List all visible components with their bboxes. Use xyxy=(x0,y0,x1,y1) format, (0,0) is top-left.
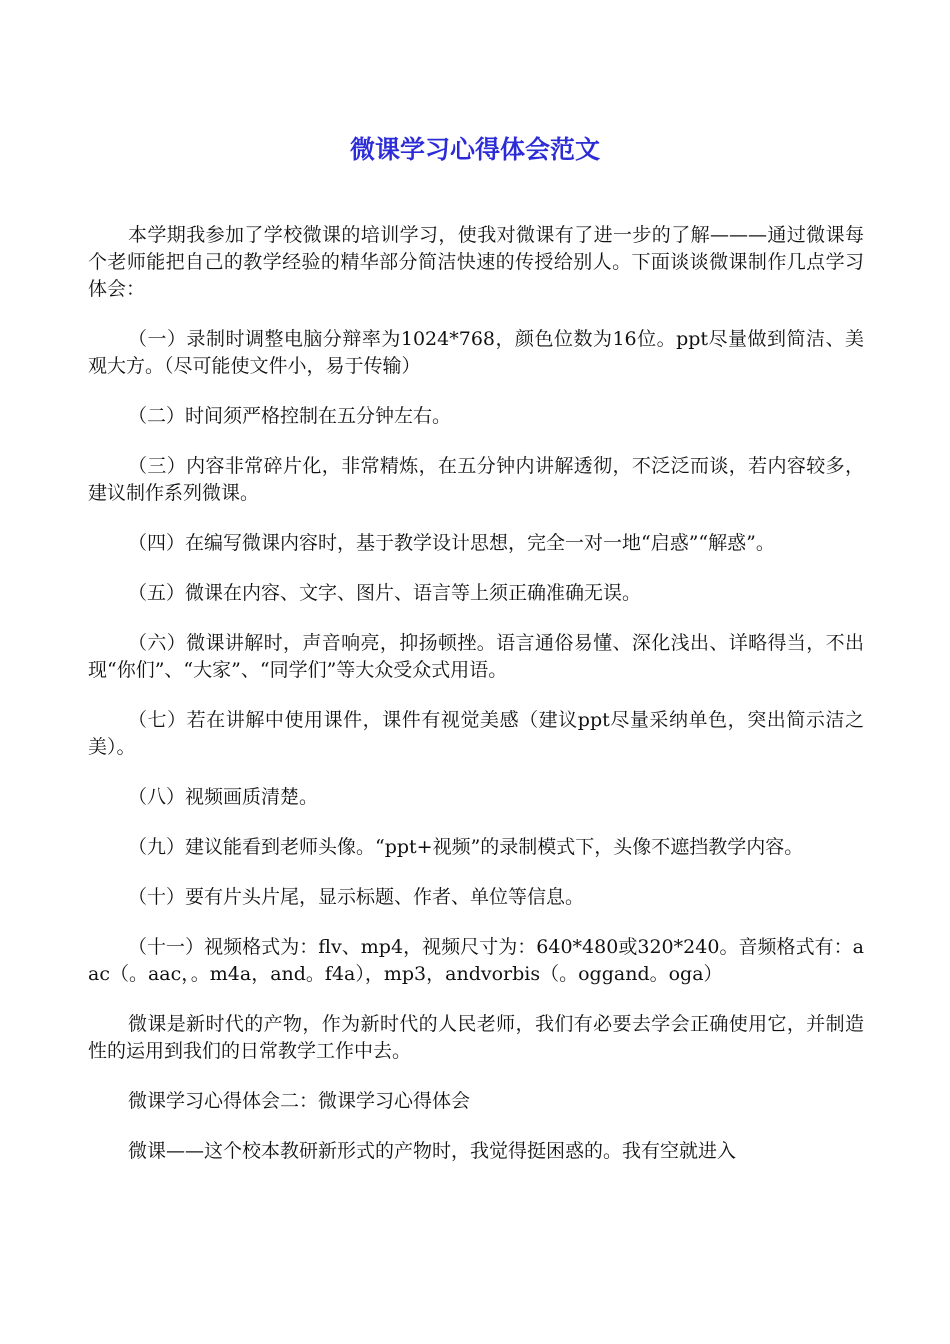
paragraph-item-6: （六）微课讲解时，声音响亮，抑扬顿挫。语言通俗易懂、深化浅出、详略得当，不出现“你们”、“大家”、“同学们”等大众受众式用语。 xyxy=(88,632,864,681)
paragraph-item-9: （九）建议能看到老师头像。“ppt+视频”的录制模式下，头像不遮挡教学内容。 xyxy=(128,836,804,858)
document-title: 微课学习心得体会范文 xyxy=(349,135,600,164)
section-heading-2: 微课学习心得体会二：微课学习心得体会 xyxy=(128,1090,471,1112)
paragraph-item-10: （十）要有片头片尾，显示标题、作者、单位等信息。 xyxy=(128,886,585,908)
paragraph-item-11: （十一）视频格式为：flv、mp4，视频尺寸为：640*480或320*240。音频格式有：aac（。aac，。m4a，and。f4a），mp3，andvorbis（。oggand。oga） xyxy=(88,936,864,985)
paragraph-item-3: （三）内容非常碎片化，非常精炼，在五分钟内讲解透彻，不泛泛而谈，若内容较多，建议制作系列微课。 xyxy=(88,455,864,504)
paragraph-conclusion: 微课是新时代的产物，作为新时代的人民老师，我们有必要去学会正确使用它，并制造性的运用到我们的日常教学工作中去。 xyxy=(88,1013,864,1062)
paragraph-item-8: （八）视频画质清楚。 xyxy=(128,786,319,808)
document-body xyxy=(88,222,864,1165)
paragraph-section-2-start: 微课——这个校本教研新形式的产物时，我觉得挺困惑的。我有空就进入 xyxy=(128,1140,737,1162)
paragraph-item-2: （二）时间须严格控制在五分钟左右。 xyxy=(128,405,452,427)
paragraph-intro: 本学期我参加了学校微课的培训学习，使我对微课有了进一步的了解———通过微课每个老师能把自己的教学经验的精华部分简洁快速的传授给别人。下面谈谈微课制作几点学习体会： xyxy=(88,224,864,300)
paragraph-item-5: （五）微课在内容、文字、图片、语言等上须正确准确无误。 xyxy=(128,582,642,604)
paragraph-item-4: （四）在编写微课内容时，基于教学设计思想，完全一对一地“启惑”“解惑”。 xyxy=(128,532,775,554)
paragraph-item-7: （七）若在讲解中使用课件，课件有视觉美感（建议ppt尽量采纳单色，突出简示洁之美）。 xyxy=(88,709,864,758)
paragraph-item-1: （一）录制时调整电脑分辩率为1024*768，颜色位数为16位。ppt尽量做到简洁、美观大方。（尽可能使文件小，易于传输） xyxy=(88,328,864,377)
